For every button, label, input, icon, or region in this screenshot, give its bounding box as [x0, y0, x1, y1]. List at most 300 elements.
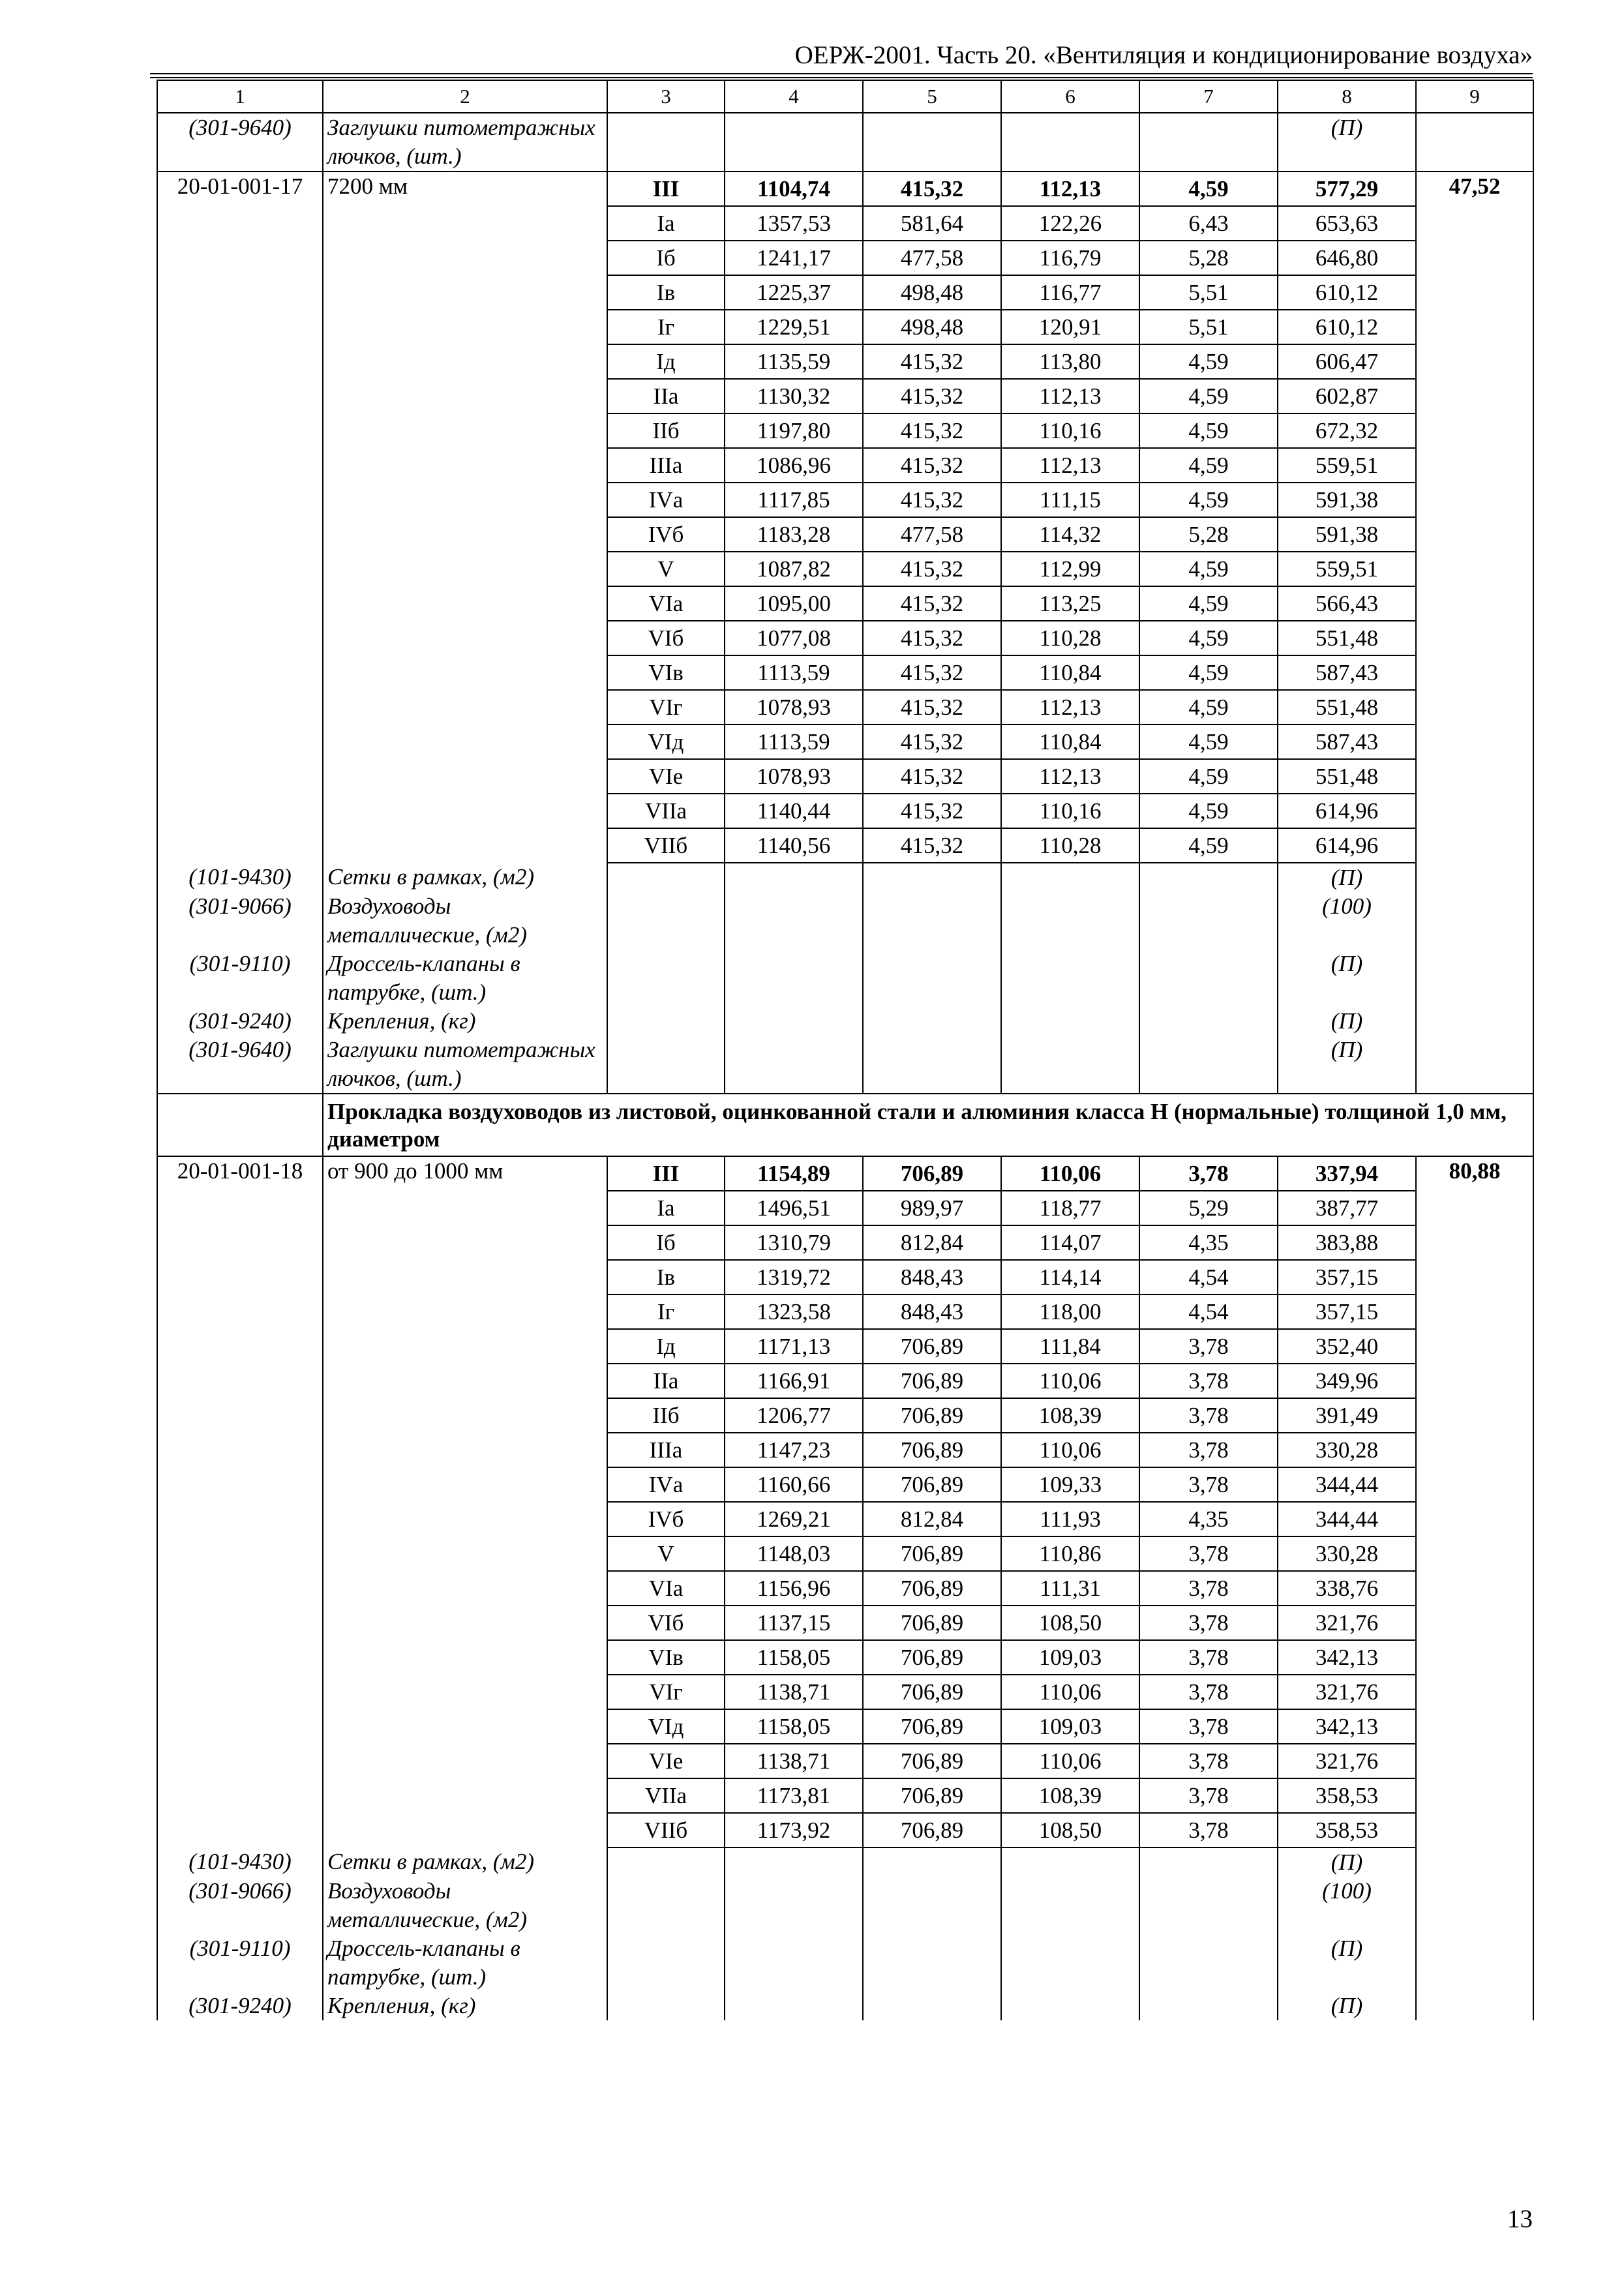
total-cost-cell: 1095,00 [725, 586, 863, 621]
machines-cell: 114,07 [1001, 1225, 1139, 1260]
wages-cell: 415,32 [863, 828, 1001, 863]
machinist-wages-cell: 3,78 [1139, 1813, 1278, 1848]
wages-cell: 706,89 [863, 1571, 1001, 1606]
zone-cell: Iд [607, 344, 725, 379]
total-cost-cell: 1104,74 [725, 172, 863, 206]
wages-cell: 706,89 [863, 1709, 1001, 1744]
zone-cell: VIа [607, 586, 725, 621]
wages-cell: 415,32 [863, 725, 1001, 759]
resource-row [157, 1877, 1533, 1934]
zone-cell: IIIа [607, 1433, 725, 1467]
materials-cell: 337,94 [1278, 1156, 1416, 1191]
resource-name: Сетки в рамках, (м2) [323, 863, 607, 892]
header-rule [150, 73, 1533, 74]
zone-cell: VIе [607, 1744, 725, 1778]
machinist-wages-cell: 3,78 [1139, 1640, 1278, 1675]
zone-cell: Iг [607, 310, 725, 344]
zone-cell: VIIа [607, 1778, 725, 1813]
machinist-wages-cell: 5,51 [1139, 310, 1278, 344]
wages-cell: 477,58 [863, 241, 1001, 275]
machinist-wages-cell: 4,35 [1139, 1502, 1278, 1536]
materials-cell: 391,49 [1278, 1398, 1416, 1433]
resource-code: (301-9640) [157, 113, 323, 172]
zone-cell: VIв [607, 655, 725, 690]
machinist-wages-cell: 3,78 [1139, 1675, 1278, 1709]
zone-cell: VIд [607, 1709, 725, 1744]
column-header: 5 [863, 80, 1001, 113]
header-rule [150, 77, 1533, 78]
zone-cell: IIб [607, 413, 725, 448]
zone-cell: V [607, 1536, 725, 1571]
materials-cell: 342,13 [1278, 1640, 1416, 1675]
wages-cell: 706,89 [863, 1778, 1001, 1813]
resource-row [157, 1007, 1533, 1036]
resource-name: Заглушки питометражных лючков, (шт.) [323, 1036, 607, 1094]
materials-cell: 610,12 [1278, 275, 1416, 310]
materials-cell: 321,76 [1278, 1744, 1416, 1778]
zone-cell: V [607, 552, 725, 586]
machines-cell: 111,31 [1001, 1571, 1139, 1606]
machinist-wages-cell: 3,78 [1139, 1156, 1278, 1191]
resource-row [157, 1934, 1533, 1992]
position-name: 7200 мм [323, 172, 607, 863]
resource-name: Сетки в рамках, (м2) [323, 1848, 607, 1877]
machines-cell: 112,13 [1001, 448, 1139, 483]
machinist-wages-cell: 4,59 [1139, 690, 1278, 725]
materials-cell: 614,96 [1278, 794, 1416, 828]
machinist-wages-cell: 3,78 [1139, 1467, 1278, 1502]
wages-cell: 415,32 [863, 690, 1001, 725]
wages-cell: 706,89 [863, 1329, 1001, 1364]
machinist-wages-cell: 4,54 [1139, 1294, 1278, 1329]
machinist-wages-cell: 4,59 [1139, 655, 1278, 690]
total-cost-cell: 1166,91 [725, 1364, 863, 1398]
zone-cell: IVа [607, 1467, 725, 1502]
zone-cell: Iа [607, 1191, 725, 1225]
machines-cell: 109,03 [1001, 1640, 1139, 1675]
column-header: 8 [1278, 80, 1416, 113]
total-cost-cell: 1130,32 [725, 379, 863, 413]
wages-cell: 706,89 [863, 1606, 1001, 1640]
materials-cell: 344,44 [1278, 1467, 1416, 1502]
total-cost-cell: 1148,03 [725, 1536, 863, 1571]
materials-cell: 358,53 [1278, 1813, 1416, 1848]
total-cost-cell: 1156,96 [725, 1571, 863, 1606]
price-table [157, 80, 1534, 2020]
machinist-wages-cell: 4,59 [1139, 725, 1278, 759]
total-cost-cell: 1310,79 [725, 1225, 863, 1260]
zone-cell: III [607, 172, 725, 206]
machines-cell: 112,13 [1001, 759, 1139, 794]
wages-cell: 848,43 [863, 1294, 1001, 1329]
column-header: 6 [1001, 80, 1139, 113]
zone-cell: Iд [607, 1329, 725, 1364]
materials-cell: 344,44 [1278, 1502, 1416, 1536]
zone-cell: Iа [607, 206, 725, 241]
materials-cell: 551,48 [1278, 759, 1416, 794]
total-cost-cell: 1173,81 [725, 1778, 863, 1813]
total-cost-cell: 1147,23 [725, 1433, 863, 1467]
total-cost-cell: 1135,59 [725, 344, 863, 379]
machines-cell: 110,86 [1001, 1536, 1139, 1571]
resource-code: (301-9240) [157, 1007, 323, 1036]
total-cost-cell: 1319,72 [725, 1260, 863, 1294]
position-name: от 900 до 1000 мм [323, 1156, 607, 1848]
machines-cell: 122,26 [1001, 206, 1139, 241]
wages-cell: 477,58 [863, 517, 1001, 552]
materials-cell: 357,15 [1278, 1294, 1416, 1329]
materials-cell: 330,28 [1278, 1433, 1416, 1467]
machines-cell: 112,13 [1001, 172, 1139, 206]
total-cost-cell: 1117,85 [725, 483, 863, 517]
total-cost-cell: 1077,08 [725, 621, 863, 655]
machinist-wages-cell: 4,59 [1139, 483, 1278, 517]
machinist-wages-cell: 4,59 [1139, 794, 1278, 828]
machines-cell: 109,03 [1001, 1709, 1139, 1744]
zone-cell: VIIб [607, 1813, 725, 1848]
zone-cell: IVб [607, 1502, 725, 1536]
materials-cell: 383,88 [1278, 1225, 1416, 1260]
zone-cell: IIб [607, 1398, 725, 1433]
wages-cell: 415,32 [863, 794, 1001, 828]
materials-cell: 330,28 [1278, 1536, 1416, 1571]
wages-cell: 415,32 [863, 413, 1001, 448]
total-cost-cell: 1171,13 [725, 1329, 863, 1364]
materials-cell: 577,29 [1278, 172, 1416, 206]
wages-cell: 415,32 [863, 655, 1001, 690]
materials-cell: 352,40 [1278, 1329, 1416, 1364]
machines-cell: 112,99 [1001, 552, 1139, 586]
position-code: 20-01-001-18 [157, 1156, 323, 1848]
machines-cell: 114,14 [1001, 1260, 1139, 1294]
resource-code: (301-9240) [157, 1992, 323, 2020]
wages-cell: 706,89 [863, 1467, 1001, 1502]
machinist-wages-cell: 4,59 [1139, 344, 1278, 379]
page-header: ОЕРЖ-2001. Часть 20. «Вентиляция и кондиционирование воздуха» [794, 41, 1533, 69]
column-header: 4 [725, 80, 863, 113]
materials-cell: 357,15 [1278, 1260, 1416, 1294]
resource-name: Крепления, (кг) [323, 1992, 607, 2020]
total-cost-cell: 1154,89 [725, 1156, 863, 1191]
zone-cell: VIе [607, 759, 725, 794]
zone-cell: IIа [607, 1364, 725, 1398]
materials-cell: 646,80 [1278, 241, 1416, 275]
machines-cell: 110,84 [1001, 725, 1139, 759]
machines-cell: 110,06 [1001, 1364, 1139, 1398]
machines-cell: 108,39 [1001, 1778, 1139, 1813]
wages-cell: 415,32 [863, 759, 1001, 794]
resource-name: Воздуховоды металлические, (м2) [323, 1877, 607, 1934]
resource-value: (П) [1278, 863, 1416, 892]
total-cost-cell: 1197,80 [725, 413, 863, 448]
page-number: 13 [1507, 2205, 1533, 2233]
wages-cell: 812,84 [863, 1502, 1001, 1536]
total-cost-cell: 1113,59 [725, 655, 863, 690]
wages-cell: 706,89 [863, 1433, 1001, 1467]
machines-cell: 109,33 [1001, 1467, 1139, 1502]
materials-cell: 672,32 [1278, 413, 1416, 448]
zone-cell: III [607, 1156, 725, 1191]
column-header: 3 [607, 80, 725, 113]
machines-cell: 110,16 [1001, 413, 1139, 448]
machinist-wages-cell: 6,43 [1139, 206, 1278, 241]
column-header: 1 [157, 80, 323, 113]
labor-cost: 80,88 [1416, 1156, 1533, 1848]
wages-cell: 812,84 [863, 1225, 1001, 1260]
machinist-wages-cell: 4,59 [1139, 759, 1278, 794]
materials-cell: 606,47 [1278, 344, 1416, 379]
total-cost-cell: 1183,28 [725, 517, 863, 552]
resource-value: (П) [1278, 1007, 1416, 1036]
resource-value: (П) [1278, 1848, 1416, 1877]
resource-code: (301-9640) [157, 1036, 323, 1094]
machinist-wages-cell: 4,59 [1139, 586, 1278, 621]
total-cost-cell: 1229,51 [725, 310, 863, 344]
zone-cell: VIг [607, 1675, 725, 1709]
total-cost-cell: 1078,93 [725, 759, 863, 794]
total-cost-cell: 1158,05 [725, 1709, 863, 1744]
zone-cell: Iг [607, 1294, 725, 1329]
machinist-wages-cell: 4,59 [1139, 172, 1278, 206]
materials-cell: 587,43 [1278, 655, 1416, 690]
resource-name: Заглушки питометражных лючков, (шт.) [323, 113, 607, 172]
zone-cell: VIIа [607, 794, 725, 828]
machines-cell: 110,28 [1001, 828, 1139, 863]
wages-cell: 415,32 [863, 448, 1001, 483]
total-cost-cell: 1160,66 [725, 1467, 863, 1502]
machines-cell: 112,13 [1001, 690, 1139, 725]
machinist-wages-cell: 3,78 [1139, 1744, 1278, 1778]
zone-cell: Iв [607, 275, 725, 310]
machinist-wages-cell: 5,28 [1139, 241, 1278, 275]
machinist-wages-cell: 3,78 [1139, 1709, 1278, 1744]
table-row [157, 1156, 1533, 1191]
machines-cell: 120,91 [1001, 310, 1139, 344]
materials-cell: 591,38 [1278, 483, 1416, 517]
machines-cell: 110,06 [1001, 1675, 1139, 1709]
machinist-wages-cell: 5,28 [1139, 517, 1278, 552]
total-cost-cell: 1496,51 [725, 1191, 863, 1225]
total-cost-cell: 1173,92 [725, 1813, 863, 1848]
machines-cell: 111,84 [1001, 1329, 1139, 1364]
resource-code: (101-9430) [157, 1848, 323, 1877]
machinist-wages-cell: 4,54 [1139, 1260, 1278, 1294]
resource-row [157, 1036, 1533, 1094]
materials-cell: 387,77 [1278, 1191, 1416, 1225]
materials-cell: 338,76 [1278, 1571, 1416, 1606]
materials-cell: 610,12 [1278, 310, 1416, 344]
resource-value: (П) [1278, 113, 1416, 172]
machines-cell: 110,06 [1001, 1433, 1139, 1467]
total-cost-cell: 1158,05 [725, 1640, 863, 1675]
resource-value: (П) [1278, 1036, 1416, 1094]
machinist-wages-cell: 3,78 [1139, 1536, 1278, 1571]
wages-cell: 706,89 [863, 1156, 1001, 1191]
materials-cell: 587,43 [1278, 725, 1416, 759]
machinist-wages-cell: 3,78 [1139, 1433, 1278, 1467]
machines-cell: 118,00 [1001, 1294, 1139, 1329]
machines-cell: 110,84 [1001, 655, 1139, 690]
materials-cell: 653,63 [1278, 206, 1416, 241]
column-header-row [157, 80, 1533, 113]
machinist-wages-cell: 5,29 [1139, 1191, 1278, 1225]
machinist-wages-cell: 4,59 [1139, 379, 1278, 413]
position-code: 20-01-001-17 [157, 172, 323, 863]
machinist-wages-cell: 4,59 [1139, 828, 1278, 863]
section-heading-row [157, 1094, 1533, 1156]
machinist-wages-cell: 4,59 [1139, 413, 1278, 448]
wages-cell: 415,32 [863, 552, 1001, 586]
machines-cell: 110,06 [1001, 1156, 1139, 1191]
wages-cell: 706,89 [863, 1536, 1001, 1571]
labor-cost: 47,52 [1416, 172, 1533, 863]
wages-cell: 706,89 [863, 1744, 1001, 1778]
column-header: 9 [1416, 80, 1533, 113]
wages-cell: 415,32 [863, 586, 1001, 621]
total-cost-cell: 1137,15 [725, 1606, 863, 1640]
materials-cell: 559,51 [1278, 552, 1416, 586]
total-cost-cell: 1086,96 [725, 448, 863, 483]
wages-cell: 498,48 [863, 310, 1001, 344]
materials-cell: 614,96 [1278, 828, 1416, 863]
zone-cell: Iб [607, 1225, 725, 1260]
machines-cell: 110,16 [1001, 794, 1139, 828]
zone-cell: VIг [607, 690, 725, 725]
machines-cell: 118,77 [1001, 1191, 1139, 1225]
resource-value: (100) [1278, 892, 1416, 950]
total-cost-cell: 1078,93 [725, 690, 863, 725]
zone-cell: IIIа [607, 448, 725, 483]
machines-cell: 116,79 [1001, 241, 1139, 275]
machinist-wages-cell: 3,78 [1139, 1778, 1278, 1813]
column-header: 7 [1139, 80, 1278, 113]
materials-cell: 566,43 [1278, 586, 1416, 621]
wages-cell: 415,32 [863, 379, 1001, 413]
total-cost-cell: 1140,44 [725, 794, 863, 828]
machines-cell: 108,50 [1001, 1606, 1139, 1640]
machines-cell: 113,25 [1001, 586, 1139, 621]
resource-code: (301-9066) [157, 892, 323, 950]
zone-cell: VIв [607, 1640, 725, 1675]
wages-cell: 706,89 [863, 1640, 1001, 1675]
machines-cell: 113,80 [1001, 344, 1139, 379]
zone-cell: VIб [607, 1606, 725, 1640]
total-cost-cell: 1113,59 [725, 725, 863, 759]
zone-cell: VIIб [607, 828, 725, 863]
wages-cell: 706,89 [863, 1813, 1001, 1848]
table-row [157, 172, 1533, 206]
machinist-wages-cell: 3,78 [1139, 1398, 1278, 1433]
machinist-wages-cell: 4,59 [1139, 448, 1278, 483]
zone-cell: IVб [607, 517, 725, 552]
total-cost-cell: 1140,56 [725, 828, 863, 863]
resource-code: (301-9110) [157, 1934, 323, 1992]
materials-cell: 321,76 [1278, 1606, 1416, 1640]
machinist-wages-cell: 3,78 [1139, 1571, 1278, 1606]
wages-cell: 581,64 [863, 206, 1001, 241]
wages-cell: 706,89 [863, 1675, 1001, 1709]
resource-name: Крепления, (кг) [323, 1007, 607, 1036]
machinist-wages-cell: 4,35 [1139, 1225, 1278, 1260]
resource-name: Воздуховоды металлические, (м2) [323, 892, 607, 950]
total-cost-cell: 1357,53 [725, 206, 863, 241]
materials-cell: 358,53 [1278, 1778, 1416, 1813]
total-cost-cell: 1138,71 [725, 1675, 863, 1709]
resource-value: (100) [1278, 1877, 1416, 1934]
wages-cell: 706,89 [863, 1398, 1001, 1433]
zone-cell: VIа [607, 1571, 725, 1606]
wages-cell: 989,97 [863, 1191, 1001, 1225]
resource-code: (301-9110) [157, 950, 323, 1007]
resource-value: (П) [1278, 1934, 1416, 1992]
resource-name: Дроссель-клапаны в патрубке, (шт.) [323, 1934, 607, 1992]
section-title: Прокладка воздуховодов из листовой, оцинкованной стали и алюминия класса Н (нормальные) толщиной 1,0 мм, диаметром [323, 1094, 1533, 1156]
zone-cell: Iб [607, 241, 725, 275]
column-header: 2 [323, 80, 607, 113]
total-cost-cell: 1323,58 [725, 1294, 863, 1329]
machinist-wages-cell: 3,78 [1139, 1364, 1278, 1398]
machines-cell: 110,28 [1001, 621, 1139, 655]
resource-name: Дроссель-клапаны в патрубке, (шт.) [323, 950, 607, 1007]
materials-cell: 349,96 [1278, 1364, 1416, 1398]
machines-cell: 108,50 [1001, 1813, 1139, 1848]
resource-row [157, 1992, 1533, 2020]
resource-value: (П) [1278, 1992, 1416, 2020]
resource-row [157, 1848, 1533, 1877]
zone-cell: IIа [607, 379, 725, 413]
machines-cell: 111,15 [1001, 483, 1139, 517]
total-cost-cell: 1206,77 [725, 1398, 863, 1433]
materials-cell: 321,76 [1278, 1675, 1416, 1709]
machines-cell: 116,77 [1001, 275, 1139, 310]
resource-row [157, 950, 1533, 1007]
machines-cell: 108,39 [1001, 1398, 1139, 1433]
wages-cell: 498,48 [863, 275, 1001, 310]
zone-cell: VIд [607, 725, 725, 759]
total-cost-cell: 1225,37 [725, 275, 863, 310]
resource-code: (101-9430) [157, 863, 323, 892]
total-cost-cell: 1087,82 [725, 552, 863, 586]
machinist-wages-cell: 4,59 [1139, 552, 1278, 586]
materials-cell: 602,87 [1278, 379, 1416, 413]
machinist-wages-cell: 5,51 [1139, 275, 1278, 310]
zone-cell: IVа [607, 483, 725, 517]
resource-row [157, 113, 1533, 172]
wages-cell: 415,32 [863, 172, 1001, 206]
machines-cell: 114,32 [1001, 517, 1139, 552]
machines-cell: 112,13 [1001, 379, 1139, 413]
wages-cell: 706,89 [863, 1364, 1001, 1398]
total-cost-cell: 1269,21 [725, 1502, 863, 1536]
zone-cell: Iв [607, 1260, 725, 1294]
resource-value: (П) [1278, 950, 1416, 1007]
resource-row [157, 863, 1533, 892]
machinist-wages-cell: 3,78 [1139, 1606, 1278, 1640]
machines-cell: 110,06 [1001, 1744, 1139, 1778]
machinist-wages-cell: 3,78 [1139, 1329, 1278, 1364]
wages-cell: 415,32 [863, 483, 1001, 517]
materials-cell: 551,48 [1278, 621, 1416, 655]
materials-cell: 559,51 [1278, 448, 1416, 483]
materials-cell: 551,48 [1278, 690, 1416, 725]
resource-row [157, 892, 1533, 950]
wages-cell: 415,32 [863, 621, 1001, 655]
materials-cell: 342,13 [1278, 1709, 1416, 1744]
materials-cell: 591,38 [1278, 517, 1416, 552]
zone-cell: VIб [607, 621, 725, 655]
resource-code: (301-9066) [157, 1877, 323, 1934]
total-cost-cell: 1241,17 [725, 241, 863, 275]
